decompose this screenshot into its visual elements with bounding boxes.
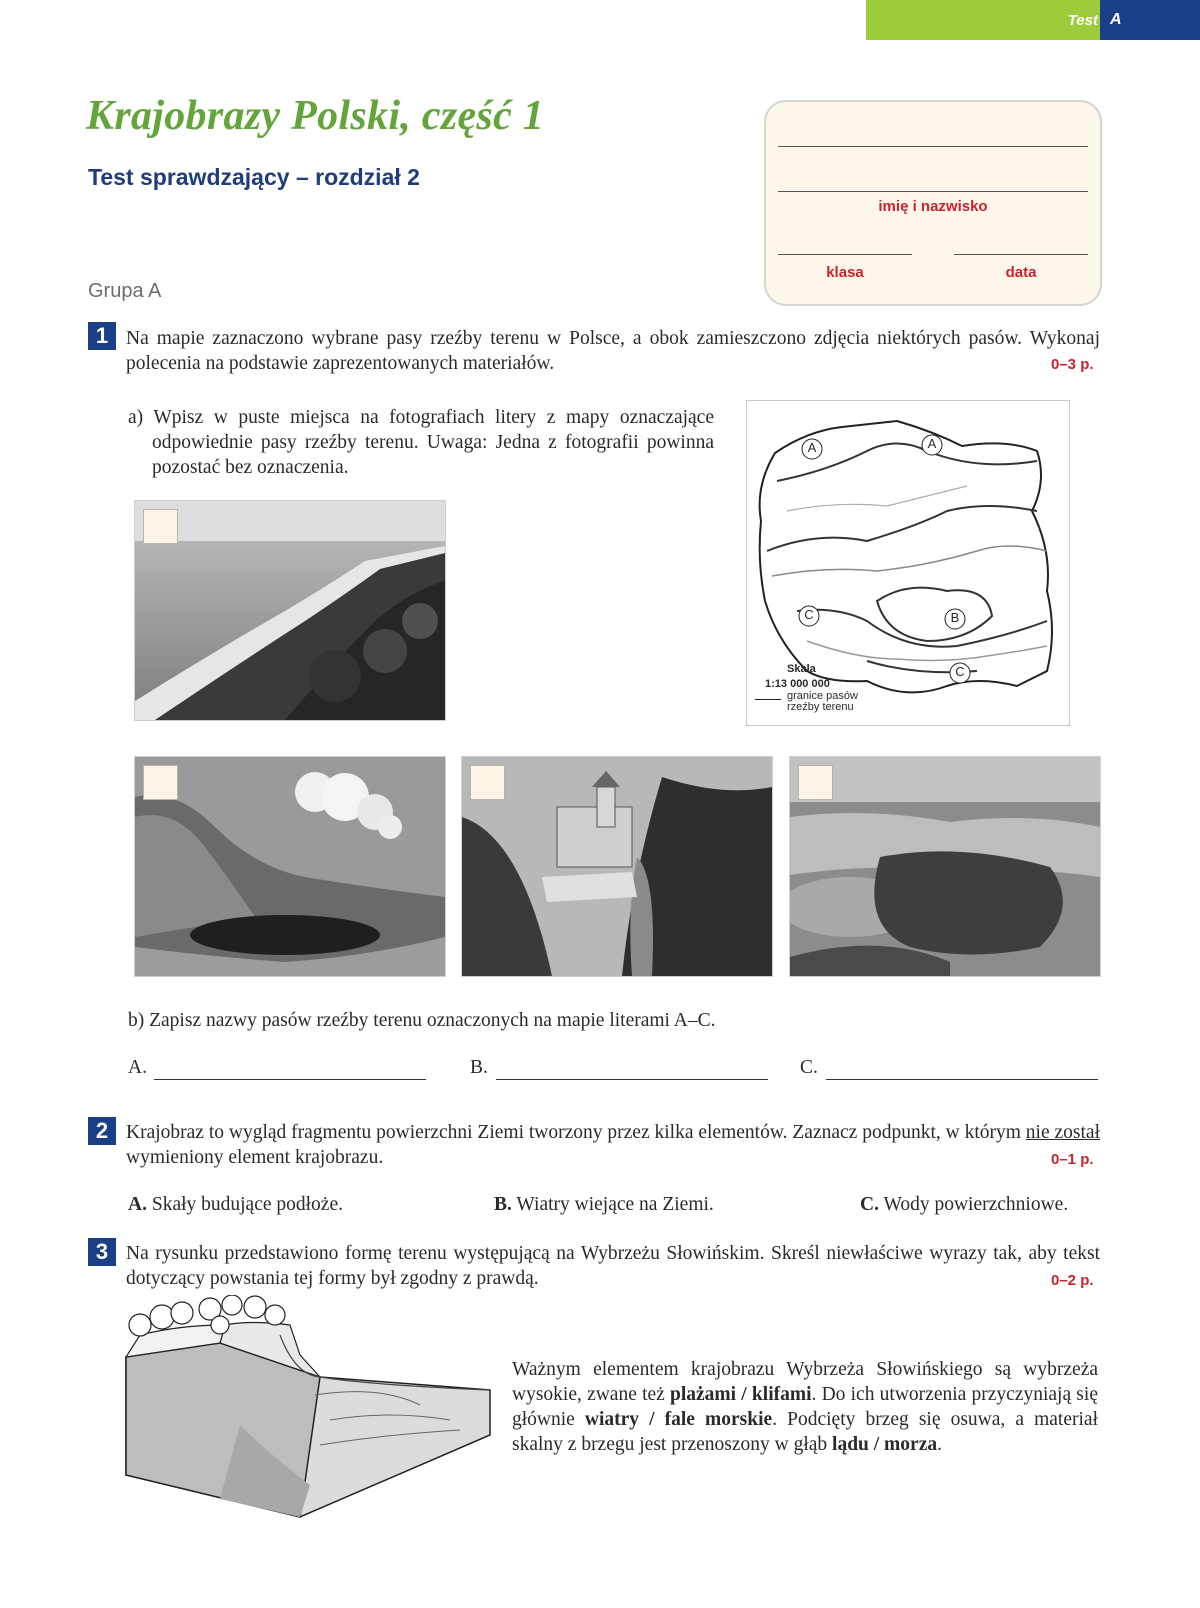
question-1a-instruction: a) Wpisz w puste miejsca na fotografiach litery z mapy oznaczające odpowiednie pasy rzeźby terenu. Uwaga: Jedna z fotografii powinna pozostać bez oznaczenia. (128, 407, 714, 478)
photo-castle-answer-box[interactable] (470, 765, 505, 800)
header-tab (866, 0, 1200, 40)
answer-a-label: A. (128, 1057, 147, 1078)
q3-choice-2[interactable]: wiatry / fale morskie (584, 1409, 773, 1430)
answer-c-label: C. (800, 1057, 818, 1078)
cliff-illustration (120, 1295, 500, 1520)
q3-choice-1[interactable]: plażami / klifami (670, 1384, 812, 1405)
question-2-text-underlined: nie został (1025, 1122, 1100, 1143)
question-3-paragraph (512, 1357, 1098, 1457)
photo-castle (461, 756, 773, 977)
photo-lakes (789, 756, 1101, 977)
class-line[interactable] (778, 254, 912, 255)
answer-b-line[interactable] (496, 1079, 768, 1080)
map-label-c-west: C (804, 607, 814, 622)
page-title: Krajobrazy Polski, część 1 (86, 93, 545, 139)
name-label: imię i nazwisko (878, 198, 988, 215)
map-scale-title: Skala (787, 663, 816, 675)
option-b-text: Wiatry wiejące na Ziemi. (511, 1194, 714, 1215)
map-label-a-east: A (927, 436, 937, 451)
map-label-b: B (950, 610, 960, 625)
poland-relief-map (746, 400, 1070, 726)
answer-c-line[interactable] (826, 1079, 1098, 1080)
option-b-letter: B. (494, 1194, 512, 1215)
header-tab-test-label: Test (1067, 12, 1098, 29)
q3-para-text-4: . (937, 1434, 942, 1455)
question-1-points: 0–3 p. (1051, 356, 1094, 373)
map-legend-line2: rzeźby terenu (787, 701, 854, 713)
question-2-option-a[interactable] (128, 1194, 343, 1216)
q3-choice-3[interactable]: lądu / morza (832, 1434, 938, 1455)
question-2-points: 0–1 p. (1051, 1151, 1094, 1168)
question-1-text: Na mapie zaznaczono wybrane pasy rzeźby terenu w Polsce, a obok zamieszczono zdjęcia niektórych pasów. Wykonaj polecenia na podstawie zaprezentowanych materiałów. (126, 328, 1100, 374)
map-label-a-west: A (807, 440, 817, 455)
question-1b-instruction: b) Zapisz nazwy pasów rzeźby terenu oznaczonych na mapie literami A–C. (128, 1010, 716, 1031)
header-tab-group-letter: A (1110, 11, 1122, 28)
option-c-text: Wody powierzchniowe. (878, 1194, 1069, 1215)
option-a-letter: A. (128, 1194, 147, 1215)
q3-para-text-2: . Do ich utworzenia przyczyniają się głównie (512, 1384, 1098, 1430)
date-label: data (1005, 264, 1037, 281)
photo-mountains (134, 756, 446, 977)
question-3-text: Na rysunku przedstawiono formę terenu występującą na Wybrzeżu Słowińskim. Skreśl niewłaściwe wyrazy tak, aby tekst dotyczący powstania tej formy był zgodny z prawdą. (126, 1243, 1100, 1289)
q3-para-text-1: Ważnym elementem krajobrazu Wybrzeża Słowińskiego są wybrzeża wysokie, zwane też (512, 1359, 1098, 1405)
photo-mountains-answer-box[interactable] (143, 765, 178, 800)
map-scale-value: 1:13 000 000 (765, 678, 830, 690)
answer-a-line[interactable] (154, 1079, 426, 1080)
page-subtitle: Test sprawdzający – rozdział 2 (88, 164, 420, 190)
option-a-text: Skały budujące podłoże. (146, 1194, 343, 1215)
question-2-option-b[interactable] (494, 1194, 714, 1216)
group-label: Grupa A (88, 280, 162, 302)
class-label: klasa (826, 264, 864, 281)
question-2-option-c[interactable] (860, 1194, 1068, 1216)
map-legend-line1: granice pasów (787, 690, 858, 702)
question-1-number: 1 (88, 322, 116, 350)
map-legend-line-icon (755, 699, 781, 700)
question-3-number: 3 (88, 1238, 116, 1266)
question-3-points: 0–2 p. (1051, 1272, 1094, 1289)
question-2-text-part1: Krajobraz to wygląd fragmentu powierzchni Ziemi tworzony przez kilka elementów. Zaznacz podpunkt, w którym (126, 1122, 1026, 1143)
question-2-text-part2: wymieniony element krajobrazu. (126, 1147, 384, 1168)
photo-lakes-answer-box[interactable] (798, 765, 833, 800)
student-info-box (764, 100, 1102, 306)
answer-b-label: B. (470, 1057, 488, 1078)
photo-coast (134, 500, 446, 721)
name-line-1[interactable] (778, 146, 1088, 147)
map-label-c-south: C (955, 664, 965, 679)
name-line-2[interactable] (778, 191, 1088, 192)
option-c-letter: C. (860, 1194, 879, 1215)
date-line[interactable] (954, 254, 1088, 255)
header-tab-group-badge (1100, 0, 1200, 40)
question-2-text (126, 1120, 1100, 1170)
q3-para-text-3: . Podcięty brzeg się osuwa, a materiał skalny z brzegu jest przenoszony w głąb (512, 1409, 1098, 1455)
question-2-number: 2 (88, 1117, 116, 1145)
photo-coast-answer-box[interactable] (143, 509, 178, 544)
